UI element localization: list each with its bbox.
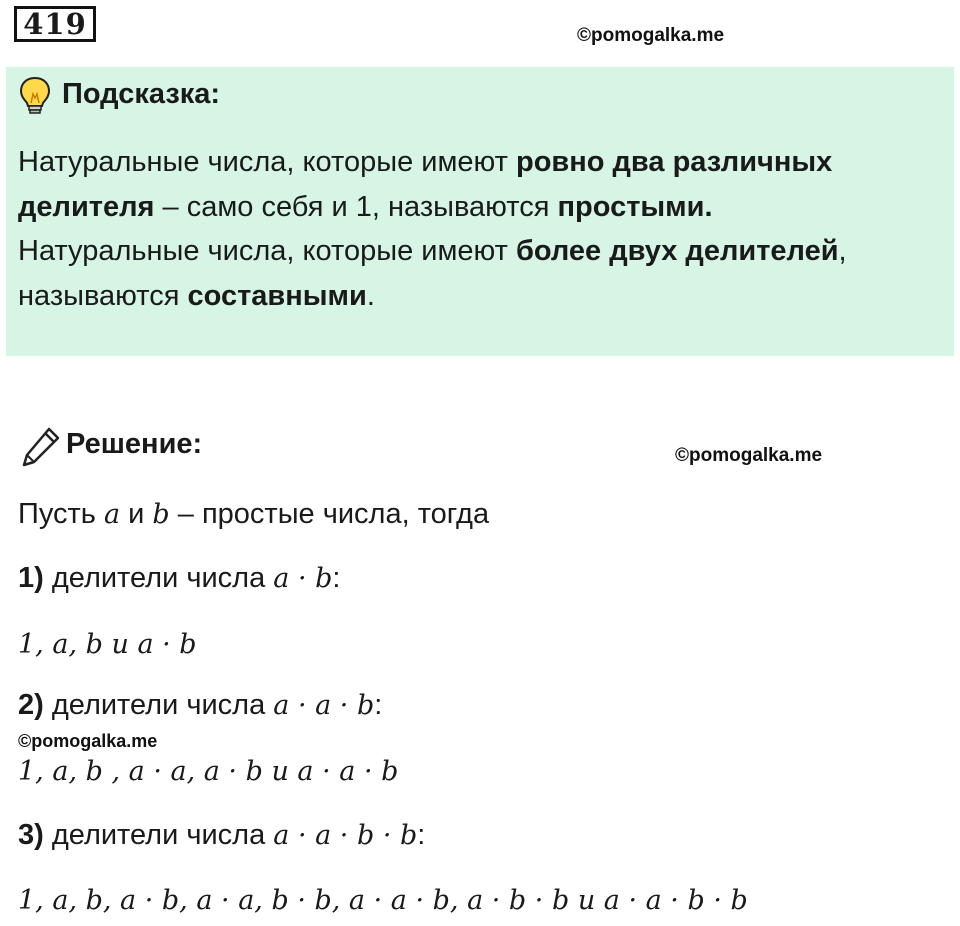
problem-number: 419 (14, 6, 96, 42)
watermark: ©pomogalka.me (577, 25, 725, 46)
step-2-answer: 1, a, b , a · a, a · b и a · a · b (18, 756, 399, 787)
hint-text: Натуральные числа, которые имеют ровно два различных делителя – само себя и 1, называются простыми. Натуральные числа, которые имеют более двух делителей, называются составными. (18, 146, 847, 312)
hint-title: Подсказка: (62, 78, 221, 110)
step-2-heading: 2) делители числа a · a · b: (18, 689, 383, 721)
solution-intro: Пусть a и b – простые числа, тогда (18, 498, 490, 530)
lightbulb-icon (18, 76, 52, 116)
step-3-answer: 1, a, b, a · b, a · a, b · b, a · a · b, a · b · b и a · a · b · b (18, 885, 748, 916)
pencil-icon (20, 424, 62, 468)
step-3-heading: 3) делители числа a · a · b · b: (18, 819, 426, 851)
watermark: ©pomogalka.me (675, 445, 823, 466)
step-1-answer: 1, a, b и a · b (18, 629, 197, 660)
step-1-heading: 1) делители числа a · b: (18, 562, 341, 594)
solution-title: Решение: (66, 428, 203, 460)
watermark: ©pomogalka.me (18, 731, 158, 751)
